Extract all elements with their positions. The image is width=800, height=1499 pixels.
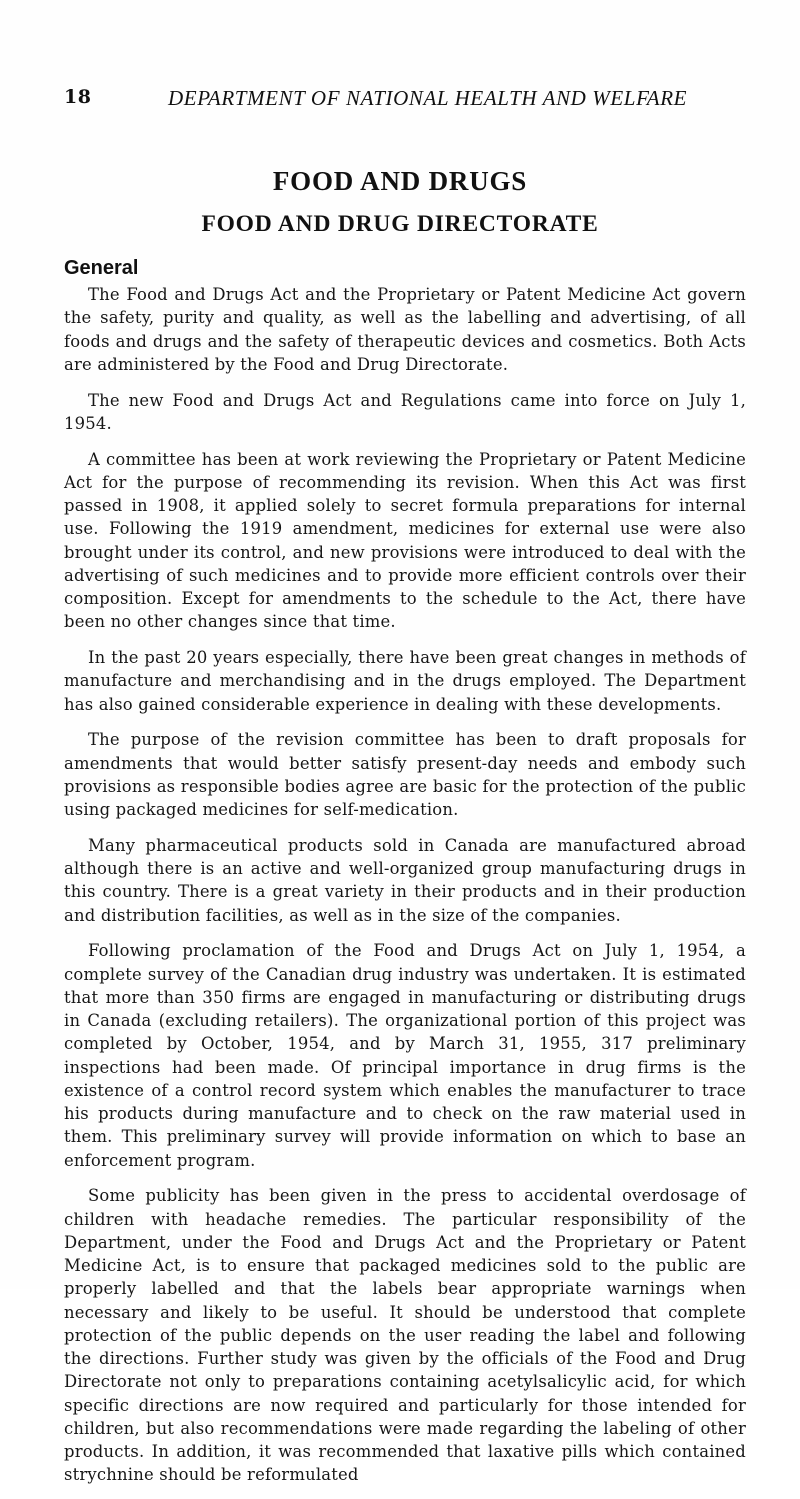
paragraph: Many pharmaceutical products sold in Canada are manufactured abroad although there is an active and well-organized group manufacturing drugs in this country. There is a great variety in their products and in their production and distribution facilities, as well as in the size of the companies. (64, 835, 746, 925)
body-text (64, 283, 746, 1499)
section-heading: General (64, 257, 139, 279)
paragraph: Some publicity has been given in the press to accidental overdosage of children with headache remedies. The particular responsibility of the Department, under the Food and Drugs Act and the Proprietary or Patent Medicine Act, is to ensure that packaged medicines sold to the public are properly labelled and that the labels bear appropriate warnings when necessary and likely to be useful. It should be understood that complete protection of the public depends on the user reading the label and following the directions. Further study was given by the officials of the Food and Drug Directorate not only to preparations containing acetylsalicylic acid, for which specific directions are now required and particularly for those intended for children, but also recommendations were made regarding the labeling of other products. In addition, it was recommended that laxative pills which contained strychnine should be reformulated (64, 1186, 746, 1485)
paragraph: In the past 20 years especially, there have been great changes in methods of manufacture and merchandising and in the drugs employed. The Department has also gained considerable experience in dealing with these developments. (64, 648, 746, 714)
paragraph: Following proclamation of the Food and Drugs Act on July 1, 1954, a complete survey of the Canadian drug industry was undertaken. It is estimated that more than 350 firms are engaged in manufacturing or distributing drugs in Canada (excluding retailers). The organizational portion of this project was completed by October, 1954, and by March 31, 1955, 317 preliminary inspections had been made. Of principal importance in drug firms is the existence of a control record system which enables the manufacturer to trace his products during manufacture and to check on the raw material used in them. This preliminary survey will provide information on which to base an enforcement program. (64, 941, 746, 1170)
paragraph: A committee has been at work reviewing the Proprietary or Patent Medicine Act for the purpose of recommending its revision. When this Act was first passed in 1908, it applied solely to secret formula preparations for internal use. Following the 1919 amendment, medicines for external use were also brought under its control, and new provisions were introduced to deal with the advertising of such medicines and to provide more efficient controls over their composition. Except for amendments to the schedule to the Act, there have been no other changes since that time. (64, 449, 746, 632)
running-header (64, 86, 746, 112)
sub-title: FOOD AND DRUG DIRECTORATE (201, 211, 599, 237)
running-title: DEPARTMENT OF NATIONAL HEALTH AND WELFARE (168, 86, 688, 110)
main-title: FOOD AND DRUGS (272, 166, 528, 196)
paragraph: The new Food and Drugs Act and Regulations came into force on July 1, 1954. (64, 390, 746, 433)
paragraph: The Food and Drugs Act and the Proprietary or Patent Medicine Act govern the safety, purity and quality, as well as the labelling and advertising, of all foods and drugs and the safety of therapeutic devices and cosmetics. Both Acts are administered by the Food and Drug Directorate. (64, 285, 746, 374)
page-number: 18 (64, 86, 92, 108)
paragraph: The purpose of the revision committee has been to draft proposals for amendments that would better satisfy present-day needs and embody such provisions as responsible bodies agree are basic for the protection of the public using packaged medicines for self-medication. (64, 730, 746, 819)
